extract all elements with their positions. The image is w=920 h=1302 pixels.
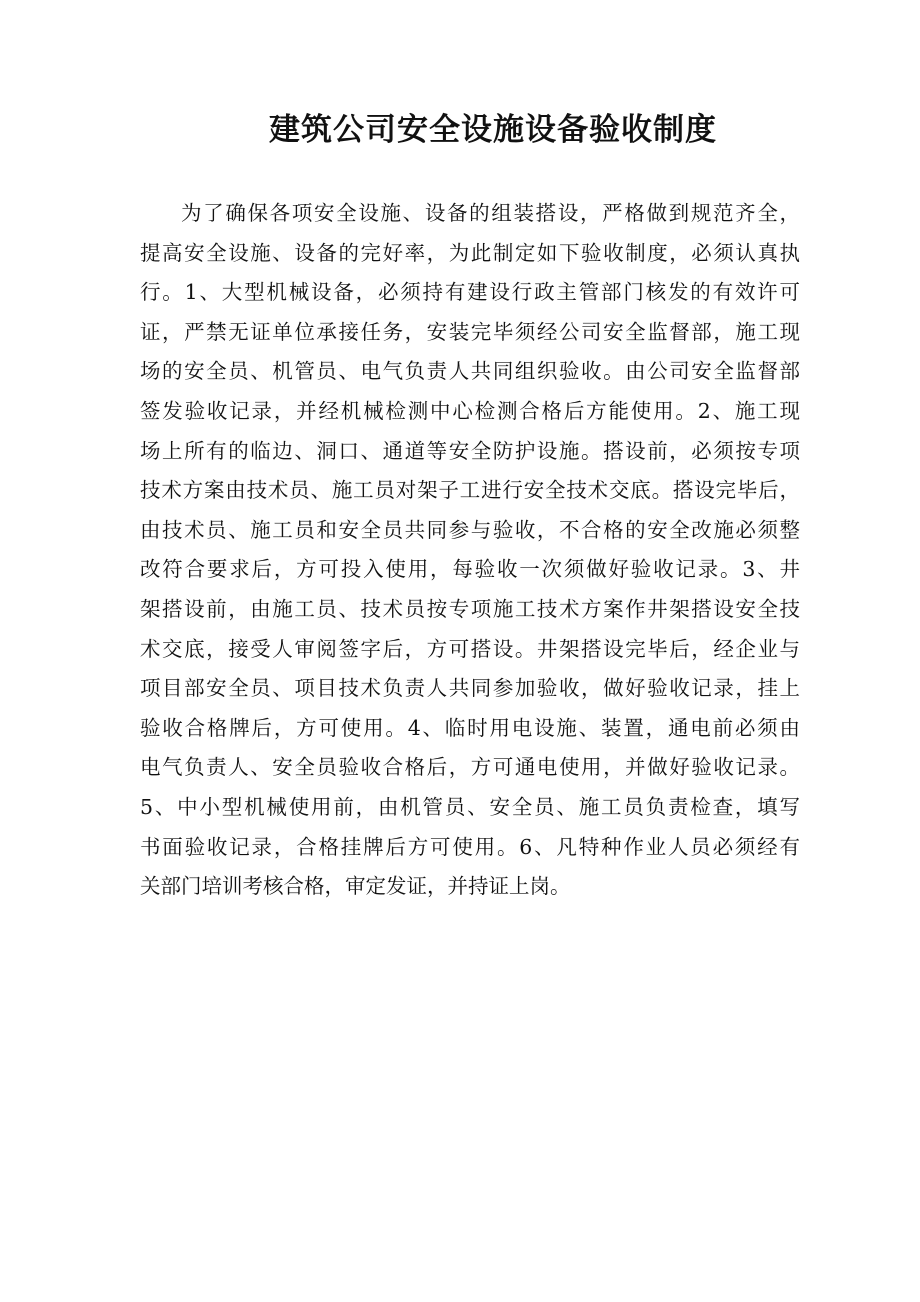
body-line-7: 场上所有的临边、洞口、通道等安全防护设施。搭设前，必须按专项	[140, 438, 800, 463]
body-line-16: 5、中小型机械使用前，由机管员、安全员、施工员负责检查，填写	[140, 794, 800, 819]
body-line-2: 提高安全设施、设备的完好率，为此制定如下验收制度，必须认真执	[140, 240, 800, 265]
body-line-12: 术交底，接受人审阅签字后，方可搭设。井架搭设完毕后，经企业与	[140, 636, 800, 661]
body-line-4: 证，严禁无证单位承接任务，安装完毕须经公司安全监督部，施工现	[140, 319, 800, 344]
body-line-14: 验收合格牌后，方可使用。4、临时用电设施、装置，通电前必须由	[140, 715, 800, 740]
document-title: 建筑公司安全设施设备验收制度	[269, 112, 717, 148]
body-line-17: 书面验收记录，合格挂牌后方可使用。6、凡特种作业人员必须经有	[140, 834, 800, 859]
body-line-13: 项目部安全员、项目技术负责人共同参加验收，做好验收记录，挂上	[140, 676, 800, 701]
document-body	[140, 194, 800, 907]
body-line-6: 签发验收记录，并经机械检测中心检测合格后方能使用。2、施工现	[140, 398, 800, 423]
body-line-3: 行。1、大型机械设备，必须持有建设行政主管部门核发的有效许可	[140, 280, 800, 305]
body-line-18: 关部门培训考核合格，审定发证，并持证上岗。	[140, 874, 571, 899]
body-line-11: 架搭设前，由施工员、技术员按专项施工技术方案作井架搭设安全技	[140, 596, 800, 621]
body-line-15: 电气负责人、安全员验收合格后，方可通电使用，并做好验收记录。	[140, 755, 800, 780]
body-line-1: 为了确保各项安全设施、设备的组装搭设，严格做到规范齐全，	[181, 201, 800, 225]
body-line-9: 由技术员、施工员和安全员共同参与验收，不合格的安全改施必须整	[140, 517, 800, 542]
body-line-8: 技术方案由技术员、施工员对架子工进行安全技术交底。搭设完毕后，	[140, 478, 800, 503]
body-line-5: 场的安全员、机管员、电气负责人共同组织验收。由公司安全监督部	[140, 359, 800, 384]
body-line-10: 改符合要求后，方可投入使用，每验收一次须做好验收记录。3、井	[140, 557, 800, 582]
